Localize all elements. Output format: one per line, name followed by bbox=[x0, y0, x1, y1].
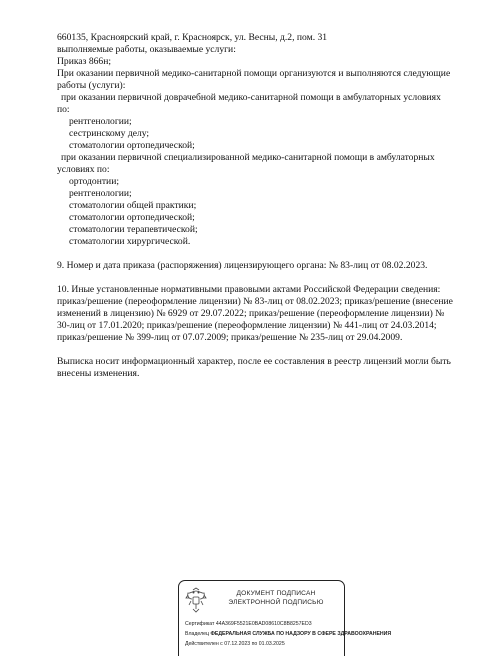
service-item: сестринскому делу; bbox=[69, 128, 150, 139]
works-intro-line: При оказании первичной медико-санитарной помощи организуются и выполняются следующие bbox=[57, 68, 451, 79]
coat-of-arms-icon bbox=[185, 586, 207, 614]
section-10-line: приказ/решение (переоформление лицензии) № 83-лиц от 08.02.2023; приказ/решение (внесение bbox=[57, 296, 453, 307]
works-heading: выполняемые работы, оказываемые услуги: bbox=[57, 44, 236, 55]
owner-label: Владелец bbox=[185, 631, 209, 637]
certificate-label: Сертификат bbox=[185, 621, 215, 627]
service-item: стоматологии ортопедической; bbox=[69, 212, 195, 223]
section-10-heading: 10. Иные установленные нормативными правовыми актами Российской Федерации сведения: bbox=[57, 284, 441, 295]
service-item: рентгенологии; bbox=[69, 116, 132, 127]
disclaimer-note: Выписка носит информационный характер, после ее составления в реестр лицензий могли быть bbox=[57, 356, 451, 367]
validity-row: Действителен с 07.12.2023 по 01.03.2025 bbox=[185, 641, 285, 647]
disclaimer-note: внесены изменения. bbox=[57, 368, 140, 379]
service-item: стоматологии ортопедической; bbox=[69, 140, 195, 151]
prehospital-care-heading: при оказании первичной доврачебной медико-санитарной помощи в амбулаторных условиях bbox=[61, 92, 441, 103]
owner-name: ФЕДЕРАЛЬНАЯ СЛУЖБА ПО НАДЗОРУ В СФЕРЕ ЗДРАВООХРАНЕНИЯ bbox=[210, 631, 392, 637]
certificate-row bbox=[185, 619, 345, 629]
section-10-line: приказ/решение № 399-лиц от 07.07.2009; приказ/решение № 235-лиц от 29.04.2009. bbox=[57, 332, 403, 343]
specialized-care-heading: условиях по: bbox=[57, 164, 110, 175]
order-reference: Приказ 866н; bbox=[57, 56, 112, 67]
service-item: стоматологии общей практики; bbox=[69, 200, 197, 211]
stamp-title bbox=[209, 590, 343, 607]
service-item: рентгенологии; bbox=[69, 188, 132, 199]
address-line: 660135, Красноярский край, г. Красноярск, ул. Весны, д.2, пом. 31 bbox=[57, 32, 328, 43]
service-item: стоматологии хирургической. bbox=[69, 236, 191, 247]
certificate-number: 44A369F5521E0BAD08610C8B8257ED3 bbox=[215, 621, 312, 627]
service-item: ортодонтии; bbox=[69, 176, 119, 187]
prehospital-care-heading: по: bbox=[57, 104, 70, 115]
stamp-title-line: ЭЛЕКТРОННОЙ ПОДПИСЬЮ bbox=[228, 598, 324, 606]
electronic-signature-stamp bbox=[178, 580, 392, 656]
works-intro-line: работы (услуги): bbox=[57, 80, 126, 91]
service-item: стоматологии терапевтической; bbox=[69, 224, 198, 235]
stamp-details bbox=[185, 619, 392, 649]
section-10-line: изменений в лицензию) № 6929 от 29.07.2022; приказ/решение (переоформление лицензии) № bbox=[57, 308, 445, 319]
stamp-title-line: ДОКУМЕНТ ПОДПИСАН bbox=[236, 590, 316, 597]
owner-row bbox=[185, 629, 392, 639]
license-extract-text bbox=[57, 32, 467, 380]
section-9-order-number: 9. Номер и дата приказа (распоряжения) лицензирующего органа: № 83-лиц от 08.02.2023. bbox=[57, 260, 428, 271]
section-10-line: 30-лиц от 17.01.2020; приказ/решение (переоформление лицензии) № 441-лиц от 24.03.2014; bbox=[57, 320, 437, 331]
specialized-care-heading: при оказании первичной специализированной медико-санитарной помощи в амбулаторных bbox=[61, 152, 435, 163]
